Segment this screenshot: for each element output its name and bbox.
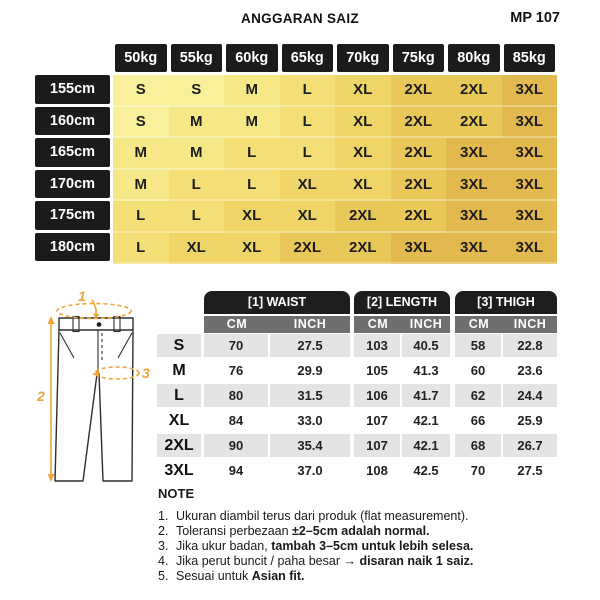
size-cell: 2XL	[391, 107, 447, 139]
marker-2-label: 2	[37, 388, 45, 404]
inch-header: INCH	[503, 316, 557, 333]
length-cm-value: 108	[354, 459, 402, 484]
note-item-number: 3.	[158, 539, 169, 553]
inch-header: INCH	[402, 316, 450, 333]
size-cell: M	[224, 107, 280, 139]
thigh-cm-value: 66	[455, 409, 503, 434]
table-row	[157, 334, 557, 359]
note-item	[158, 539, 568, 554]
height-row-header: 175cm	[35, 201, 110, 230]
weight-column-header: 80kg	[448, 44, 500, 72]
thigh-inch-value: 23.6	[503, 359, 557, 384]
size-cell: 3XL	[502, 201, 558, 233]
size-cell: 2XL	[335, 201, 391, 233]
length-cm-value: 107	[354, 409, 402, 434]
waist-inch-value: 37.0	[270, 459, 350, 484]
size-chart-table	[35, 44, 557, 264]
size-cell: 2XL	[391, 201, 447, 233]
waist-cm-value: 90	[204, 434, 270, 459]
button-dot	[97, 322, 102, 327]
size-cell: XL	[169, 233, 225, 265]
note-item-number: 1.	[158, 509, 169, 523]
length-inch-value: 40.5	[402, 334, 450, 359]
size-label: 2XL	[157, 434, 201, 459]
length-section-header: [2] LENGTH	[354, 291, 450, 314]
page-title: ANGGARAN SAIZ	[241, 11, 359, 26]
size-cell: M	[113, 170, 169, 202]
size-cell: XL	[280, 201, 336, 233]
size-cell: XL	[335, 107, 391, 139]
waist-cm-value: 84	[204, 409, 270, 434]
length-cm-value: 107	[354, 434, 402, 459]
size-cell: XL	[224, 233, 280, 265]
size-cell: M	[224, 75, 280, 107]
waist-inch-value: 33.0	[270, 409, 350, 434]
size-cell: L	[224, 170, 280, 202]
weight-column-header: 65kg	[282, 44, 334, 72]
size-cell: L	[169, 201, 225, 233]
thigh-inch-value: 26.7	[503, 434, 557, 459]
size-cell: M	[169, 138, 225, 170]
thigh-cm-value: 70	[455, 459, 503, 484]
size-cell: S	[169, 75, 225, 107]
size-cell: L	[113, 201, 169, 233]
height-row-header: 170cm	[35, 170, 110, 199]
size-cell: 3XL	[502, 75, 558, 107]
length-inch-value: 42.1	[402, 409, 450, 434]
note-item	[158, 569, 568, 584]
size-cell: L	[280, 138, 336, 170]
cm-header: CM	[354, 316, 402, 333]
length-cm-value: 103	[354, 334, 402, 359]
height-row-header: 165cm	[35, 138, 110, 167]
size-cell: 3XL	[446, 138, 502, 170]
table-row	[157, 359, 557, 384]
thigh-section-header: [3] THIGH	[455, 291, 557, 314]
size-cell: XL	[280, 170, 336, 202]
size-label: S	[157, 334, 201, 359]
note-item-number: 2.	[158, 524, 169, 538]
thigh-cm-value: 62	[455, 384, 503, 409]
waist-inch-value: 29.9	[270, 359, 350, 384]
measurements-rows	[157, 334, 557, 484]
size-cell: 2XL	[391, 170, 447, 202]
table-row	[157, 459, 557, 484]
size-cell: L	[280, 107, 336, 139]
trousers-outline	[55, 317, 133, 482]
height-row-header: 180cm	[35, 233, 110, 262]
size-cell: XL	[335, 75, 391, 107]
length-inch-value: 42.1	[402, 434, 450, 459]
thigh-inch-value: 22.8	[503, 334, 557, 359]
size-cell: 2XL	[335, 233, 391, 265]
measurements-corner-spacer	[157, 291, 204, 314]
note-item-number: 4.	[158, 554, 169, 568]
marker-1-label: 1	[78, 288, 86, 304]
waist-cm-value: 94	[204, 459, 270, 484]
size-label: L	[157, 384, 201, 409]
weight-column-header: 75kg	[393, 44, 445, 72]
table-row	[157, 434, 557, 459]
size-label: 3XL	[157, 459, 201, 484]
size-cell: 2XL	[446, 107, 502, 139]
size-cell: L	[113, 233, 169, 265]
size-cell: XL	[335, 170, 391, 202]
note-item-text: Sesuai untuk Asian fit.	[176, 569, 305, 583]
height-row-header: 155cm	[35, 75, 110, 104]
note-section	[158, 486, 568, 584]
table-row	[157, 384, 557, 409]
waist-cm-value: 76	[204, 359, 270, 384]
height-row-header: 160cm	[35, 107, 110, 136]
size-cell: XL	[335, 138, 391, 170]
size-cell: XL	[224, 201, 280, 233]
size-cell: 2XL	[446, 75, 502, 107]
size-cell: L	[169, 170, 225, 202]
size-cell: 3XL	[446, 201, 502, 233]
note-item-text: Jika ukur badan, tambah 3–5cm untuk lebih selesa.	[176, 539, 474, 553]
size-cell: S	[113, 107, 169, 139]
thigh-cm-value: 58	[455, 334, 503, 359]
waist-inch-value: 27.5	[270, 334, 350, 359]
thigh-inch-value: 27.5	[503, 459, 557, 484]
length-inch-value: 42.5	[402, 459, 450, 484]
size-cell: 3XL	[446, 233, 502, 265]
thigh-cm-value: 68	[455, 434, 503, 459]
size-cell: 2XL	[391, 138, 447, 170]
weight-column-header: 85kg	[504, 44, 556, 72]
unit-header-row	[157, 316, 557, 333]
chart-corner-spacer	[35, 44, 113, 75]
weight-column-header: 60kg	[226, 44, 278, 72]
product-code: MP 107	[510, 10, 560, 26]
waist-section-header: [1] WAIST	[204, 291, 350, 314]
length-cm-value: 105	[354, 359, 402, 384]
marker-3-label: 3	[142, 365, 150, 381]
thigh-inch-value: 25.9	[503, 409, 557, 434]
length-arrow	[48, 316, 55, 482]
size-cell: 3XL	[391, 233, 447, 265]
length-inch-value: 41.3	[402, 359, 450, 384]
note-item-number: 5.	[158, 569, 169, 583]
waist-cm-value: 70	[204, 334, 270, 359]
size-cell: 2XL	[391, 75, 447, 107]
size-cell: L	[280, 75, 336, 107]
length-cm-value: 106	[354, 384, 402, 409]
measurements-section-headers	[157, 291, 557, 314]
cm-header: CM	[204, 316, 270, 333]
pants-diagram	[36, 288, 156, 486]
waist-inch-value: 31.5	[270, 384, 350, 409]
size-cell: 3XL	[502, 170, 558, 202]
inch-header: INCH	[270, 316, 350, 333]
size-cell: 3XL	[446, 170, 502, 202]
note-item	[158, 554, 568, 569]
waist-cm-value: 80	[204, 384, 270, 409]
weight-column-header: 70kg	[337, 44, 389, 72]
size-cell: 3XL	[502, 138, 558, 170]
note-item	[158, 524, 568, 539]
size-cell: M	[169, 107, 225, 139]
note-item-text: Ukuran diambil terus dari produk (flat measurement).	[176, 509, 469, 523]
note-item-text: Toleransi perbezaan ±2–5cm adalah normal.	[176, 524, 430, 538]
length-inch-value: 41.7	[402, 384, 450, 409]
measurements-table	[157, 291, 557, 484]
size-cell: M	[113, 138, 169, 170]
table-row	[157, 409, 557, 434]
thigh-inch-value: 24.4	[503, 384, 557, 409]
size-cell: 3XL	[502, 107, 558, 139]
cm-header: CM	[455, 316, 503, 333]
note-item	[158, 509, 568, 524]
size-label: M	[157, 359, 201, 384]
size-cell: L	[224, 138, 280, 170]
size-cell: 2XL	[280, 233, 336, 265]
weight-column-header: 50kg	[115, 44, 167, 72]
note-heading: NOTE	[158, 486, 195, 501]
thigh-cm-value: 60	[455, 359, 503, 384]
size-label: XL	[157, 409, 201, 434]
size-cell: 3XL	[502, 233, 558, 265]
waist-inch-value: 35.4	[270, 434, 350, 459]
size-cell: S	[113, 75, 169, 107]
weight-column-header: 55kg	[171, 44, 223, 72]
note-item-text: Jika perut buncit / paha besar → disaran naik 1 saiz.	[176, 554, 474, 568]
